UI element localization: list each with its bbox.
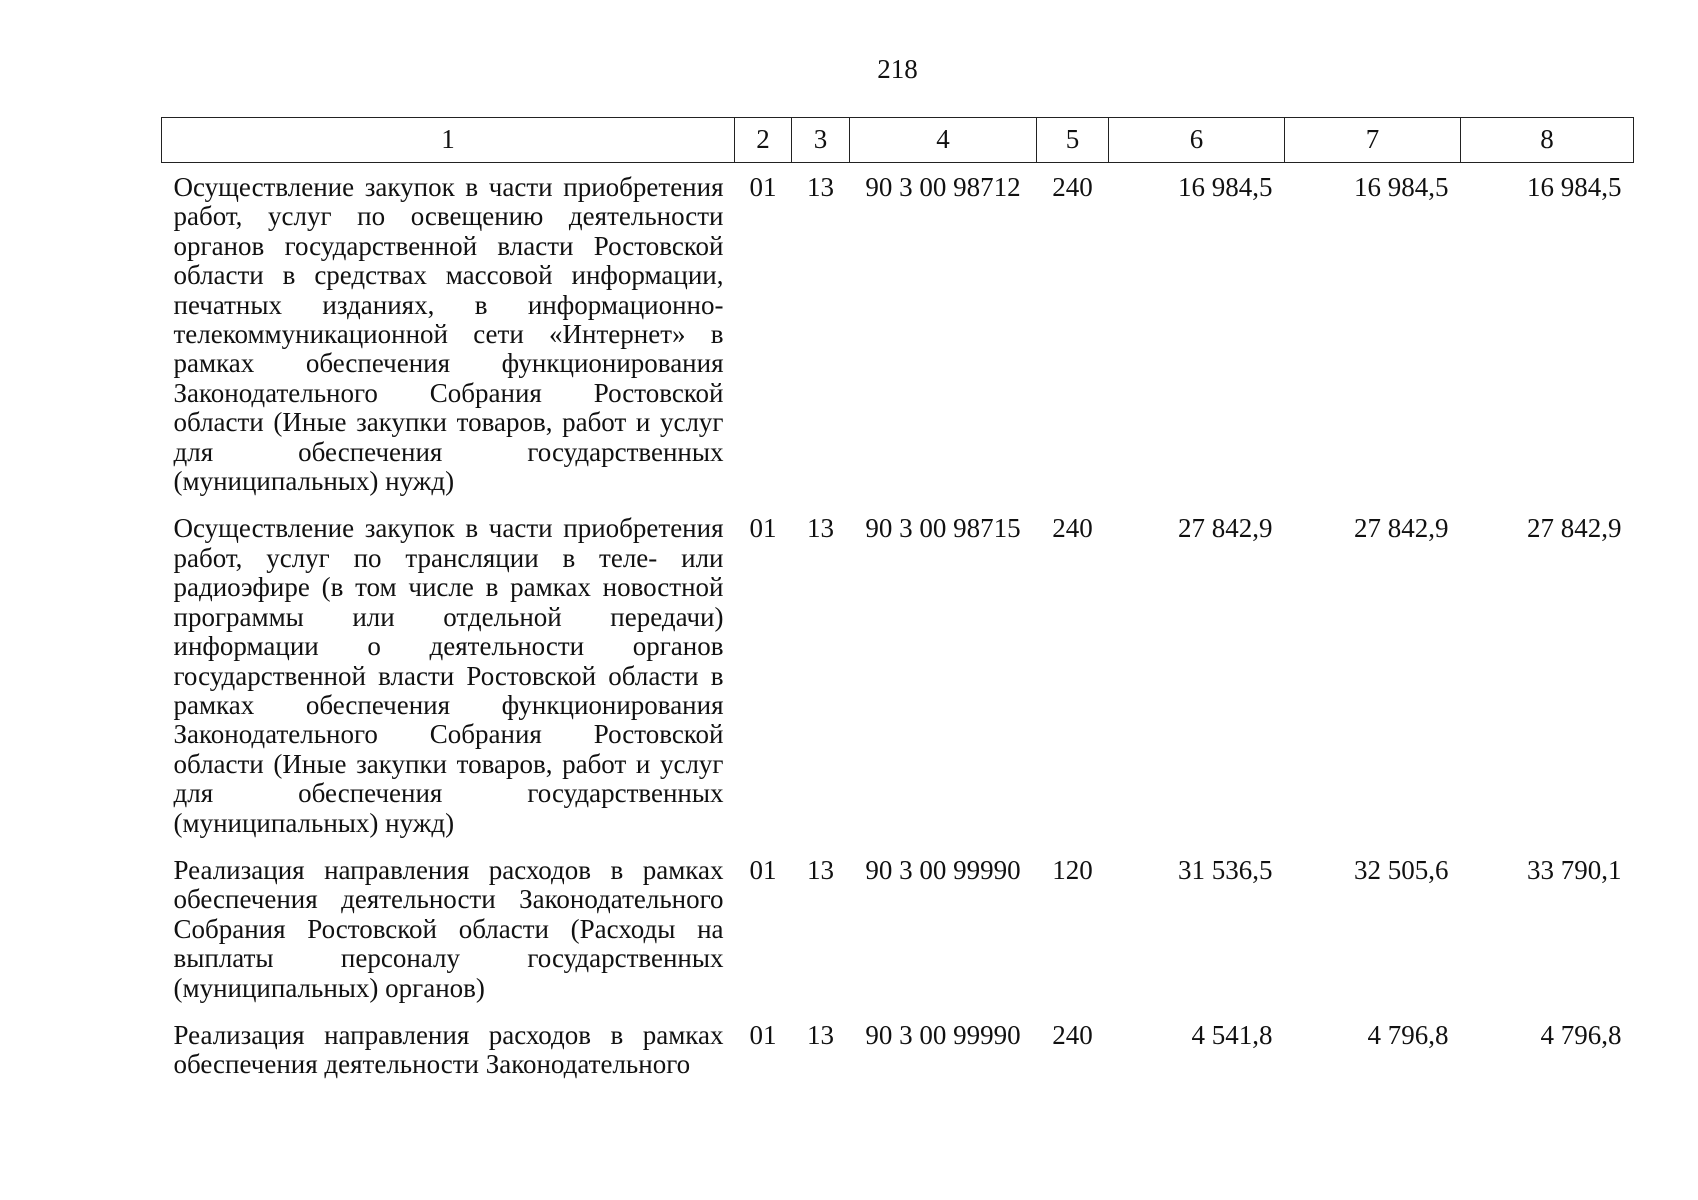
expense-type-code: 240 [1052,172,1093,202]
amount-col-7: 4 796,8 [1367,1019,1449,1050]
row-description: Реализация направления расходов в рамках обеспечения деятельности Законодательного Собрания Ростовской области (Расходы на выплаты персоналу государственных (муниципальных) органов) [173,854,724,1003]
column-header-1: 1 [162,118,735,163]
row-description: Осуществление закупок в части приобретения работ, услуг по трансляции в теле- или радиоэфире (в том числе в рамках новостной программы или отдельной передачи) информации о деятельности органов государственной власти Ростовской области в рамках обеспечения функционирования Законодательного Собрания Ростовской области (Иные закупки товаров, работ и услуг для обеспечения государственных (муниципальных) нужд) [173,513,724,838]
amount-col-6: 31 536,5 [1178,854,1273,885]
amount-col-8: 33 790,1 [1527,854,1622,885]
column-number-row [162,118,1634,163]
amount-col-6: 16 984,5 [1178,172,1273,202]
subsection-code: 13 [807,513,834,544]
column-header-7: 7 [1285,118,1461,163]
target-article-code: 90 3 00 99990 [865,1019,1021,1050]
target-article-code: 90 3 00 98712 [865,172,1021,202]
section-code: 01 [749,172,777,202]
table-row [162,846,1634,1011]
row-description: Осуществление закупок в части приобретения работ, услуг по освещению деятельности органов государственной власти Ростовской области в средствах массовой информации, печатных изданиях, в информационно-телекоммуникационной сети «Интернет» в рамках обеспечения функционирования Законодательного Собрания Ростовской области (Иные закупки товаров, работ и услуг для обеспечения государственных (муниципальных) нужд) [173,172,724,497]
amount-col-7: 27 842,9 [1354,513,1449,544]
amount-col-7: 16 984,5 [1354,172,1449,202]
subsection-code: 13 [807,172,834,202]
expense-type-code: 240 [1052,1019,1093,1050]
subsection-code: 13 [807,1019,834,1050]
section-code: 01 [749,854,777,885]
subsection-code: 13 [807,854,834,885]
amount-col-8: 27 842,9 [1527,513,1622,544]
table-row [162,504,1634,845]
budget-table [161,117,1634,1088]
column-header-8: 8 [1461,118,1634,163]
row-description: Реализация направления расходов в рамках обеспечения деятельности Законодательного [173,1019,724,1080]
amount-col-6: 4 541,8 [1191,1019,1273,1050]
target-article-code: 90 3 00 98715 [865,513,1021,544]
column-header-2: 2 [735,118,792,163]
column-header-4: 4 [850,118,1037,163]
amount-col-7: 32 505,6 [1354,854,1449,885]
table-row [162,163,1634,505]
amount-col-8: 4 796,8 [1540,1019,1622,1050]
column-header-5: 5 [1037,118,1109,163]
table-row [162,1011,1634,1088]
expense-type-code: 240 [1052,513,1093,544]
column-header-3: 3 [792,118,850,163]
page-number: 218 [877,54,918,84]
amount-col-8: 16 984,5 [1527,172,1622,202]
section-code: 01 [749,1019,777,1050]
amount-col-6: 27 842,9 [1178,513,1273,544]
expense-type-code: 120 [1052,854,1093,885]
column-header-6: 6 [1109,118,1285,163]
target-article-code: 90 3 00 99990 [865,854,1021,885]
section-code: 01 [749,513,777,544]
